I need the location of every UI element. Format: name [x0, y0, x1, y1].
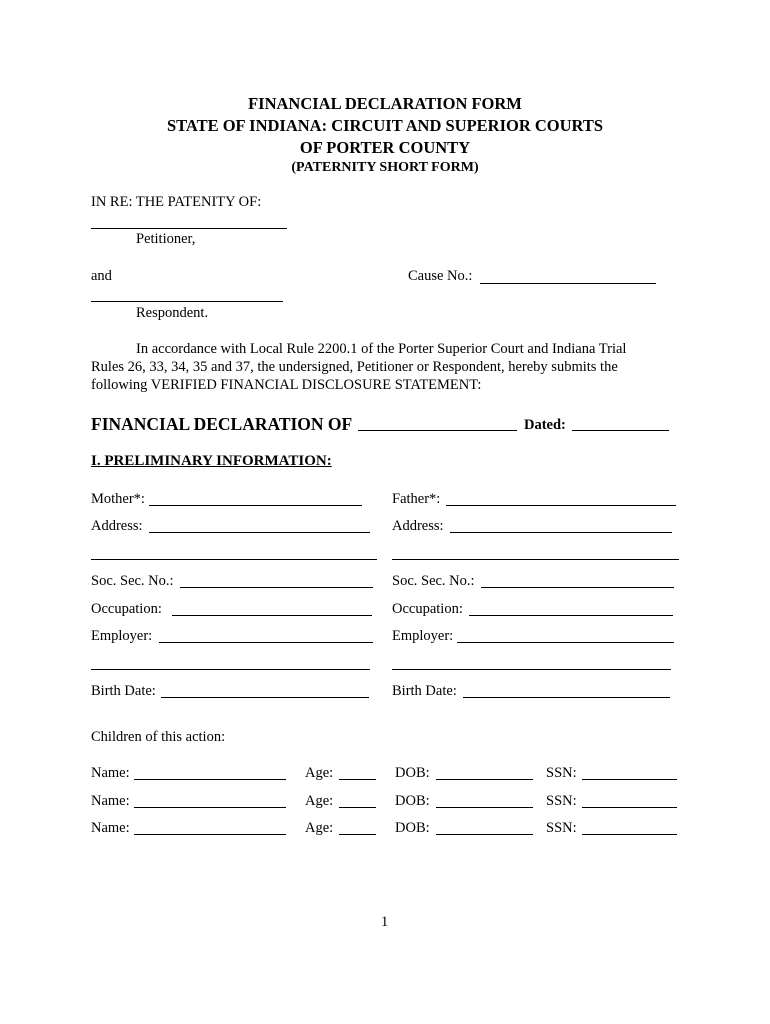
- child-2-age-label: Age:: [305, 793, 334, 809]
- form-subtitle: (PATERNITY SHORT FORM): [291, 160, 479, 175]
- father-birth-date-field[interactable]: [463, 697, 670, 698]
- mother-employer-label: Employer:: [91, 628, 153, 644]
- father-address-field[interactable]: [450, 532, 672, 533]
- cause-no-field[interactable]: [480, 283, 656, 284]
- father-occupation-label: Occupation:: [392, 601, 463, 617]
- child-1-ssn-label: SSN:: [546, 765, 577, 781]
- intro-line-2: Rules 26, 33, 34, 35 and 37, the undersigned, Petitioner or Respondent, hereby submits the: [91, 359, 618, 375]
- child-2-ssn-label: SSN:: [546, 793, 577, 809]
- intro-line-3: following VERIFIED FINANCIAL DISCLOSURE STATEMENT:: [91, 377, 482, 393]
- child-3-age-field[interactable]: [339, 834, 376, 835]
- mother-ssn-label: Soc. Sec. No.:: [91, 573, 174, 589]
- child-1-ssn-field[interactable]: [582, 779, 677, 780]
- respondent-label: Respondent.: [136, 305, 209, 321]
- child-2-dob-label: DOB:: [395, 793, 430, 809]
- petitioner-label: Petitioner,: [136, 231, 196, 247]
- intro-line-1: In accordance with Local Rule 2200.1 of the Porter Superior Court and Indiana Trial: [136, 341, 627, 357]
- and-label: and: [91, 268, 112, 284]
- cause-no-label: Cause No.:: [408, 268, 473, 284]
- child-3-name-label: Name:: [91, 820, 130, 836]
- child-1-dob-label: DOB:: [395, 765, 430, 781]
- mother-employer-field[interactable]: [159, 642, 373, 643]
- mother-field[interactable]: [149, 505, 362, 506]
- child-1-age-label: Age:: [305, 765, 334, 781]
- father-employer-label: Employer:: [392, 628, 454, 644]
- in-re-label: IN RE: THE PATENITY OF:: [91, 194, 262, 210]
- mother-occupation-label: Occupation:: [91, 601, 162, 617]
- father-field[interactable]: [446, 505, 676, 506]
- child-3-dob-label: DOB:: [395, 820, 430, 836]
- father-address-line-2[interactable]: [392, 559, 679, 560]
- page-number: 1: [381, 914, 389, 930]
- father-employer-field[interactable]: [457, 642, 674, 643]
- mother-address-line-2[interactable]: [91, 559, 377, 560]
- children-label: Children of this action:: [91, 729, 226, 745]
- father-employer-line-2[interactable]: [392, 669, 671, 670]
- mother-birth-date-field[interactable]: [161, 697, 369, 698]
- petitioner-name-field[interactable]: [91, 228, 287, 229]
- child-3-ssn-field[interactable]: [582, 834, 677, 835]
- child-1-name-field[interactable]: [134, 779, 286, 780]
- dated-field[interactable]: [572, 430, 669, 431]
- child-3-name-field[interactable]: [134, 834, 286, 835]
- form-title: FINANCIAL DECLARATION FORM: [248, 94, 522, 113]
- child-2-ssn-field[interactable]: [582, 807, 677, 808]
- child-2-age-field[interactable]: [339, 807, 376, 808]
- child-3-age-label: Age:: [305, 820, 334, 836]
- child-1-dob-field[interactable]: [436, 779, 533, 780]
- child-1-age-field[interactable]: [339, 779, 376, 780]
- mother-occupation-field[interactable]: [172, 615, 372, 616]
- dated-label: Dated:: [524, 417, 566, 433]
- child-3-ssn-label: SSN:: [546, 820, 577, 836]
- child-2-name-field[interactable]: [134, 807, 286, 808]
- mother-employer-line-2[interactable]: [91, 669, 370, 670]
- mother-birth-date-label: Birth Date:: [91, 683, 156, 699]
- mother-address-field[interactable]: [149, 532, 370, 533]
- child-1-name-label: Name:: [91, 765, 130, 781]
- father-ssn-field[interactable]: [481, 587, 674, 588]
- father-ssn-label: Soc. Sec. No.:: [392, 573, 475, 589]
- father-birth-date-label: Birth Date:: [392, 683, 457, 699]
- section-heading: I. PRELIMINARY INFORMATION:: [91, 453, 332, 469]
- declaration-title: FINANCIAL DECLARATION OF: [91, 414, 353, 434]
- mother-label: Mother*:: [91, 491, 145, 507]
- father-occupation-field[interactable]: [469, 615, 673, 616]
- respondent-name-field[interactable]: [91, 301, 283, 302]
- father-address-label: Address:: [392, 518, 444, 534]
- father-label: Father*:: [392, 491, 441, 507]
- county-title: OF PORTER COUNTY: [299, 138, 471, 157]
- court-title: STATE OF INDIANA: CIRCUIT AND SUPERIOR COURTS: [166, 116, 604, 135]
- child-2-name-label: Name:: [91, 793, 130, 809]
- mother-address-label: Address:: [91, 518, 143, 534]
- child-3-dob-field[interactable]: [436, 834, 533, 835]
- mother-ssn-field[interactable]: [180, 587, 373, 588]
- declarant-name-field[interactable]: [358, 430, 517, 431]
- child-2-dob-field[interactable]: [436, 807, 533, 808]
